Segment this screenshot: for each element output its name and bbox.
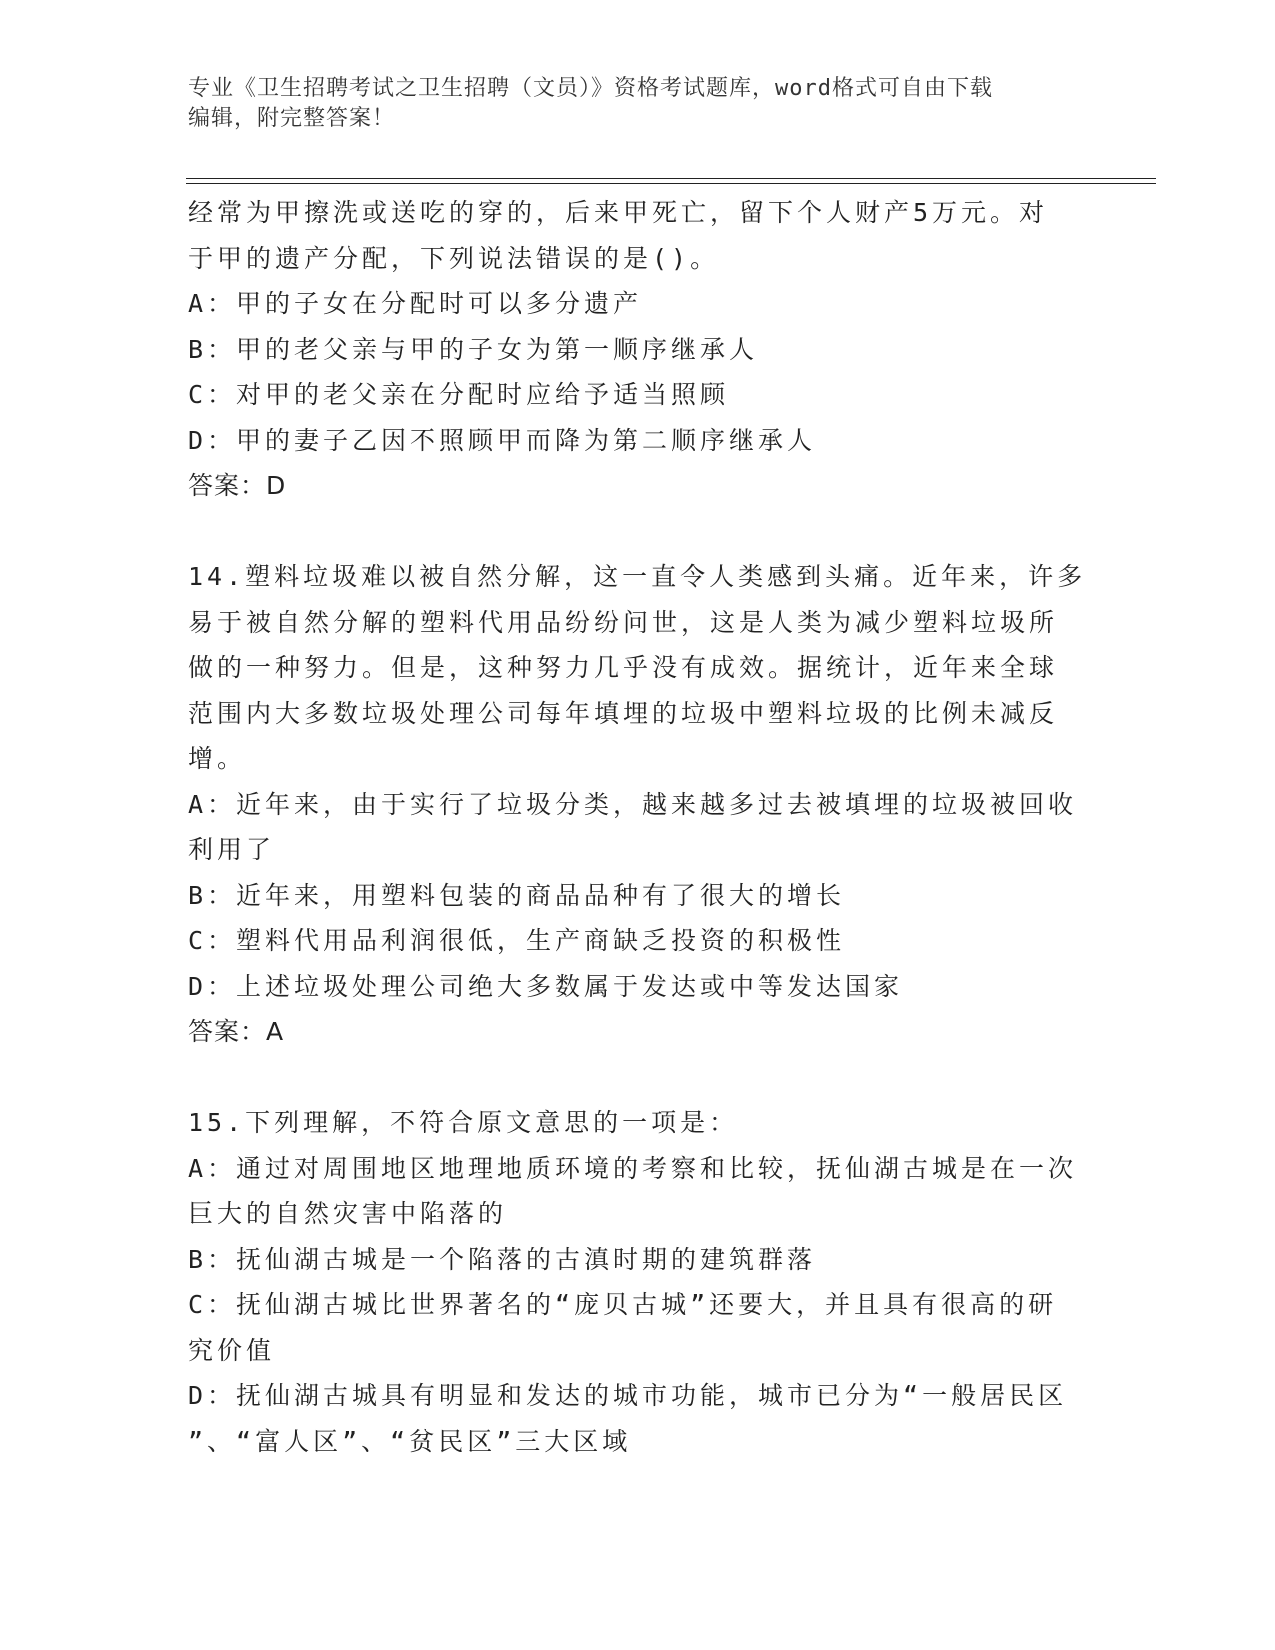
question-13-option-a: A：甲的子女在分配时可以多分遗产 [188,289,643,318]
document-header [188,74,1068,134]
question-14-stem-line-5: 增。 [188,744,247,773]
question-14-stem-line-2: 易于被自然分解的塑料代用品纷纷问世，这是人类为减少塑料垃圾所 [188,607,1059,637]
question-15-stem-line-1: 15.下列理解，不符合原文意思的一项是： [188,1108,739,1137]
question-14-answer: 答案：A [188,1017,285,1046]
question-13-option-d: D：甲的妻子乙因不照顾甲而降为第二顺序继承人 [188,425,817,455]
question-15-option-d-line-2: ”、“富人区”、“贫民区”三大区域 [188,1426,632,1456]
question-15-option-c-line-1: C：抚仙湖古城比世界著名的“庞贝古城”还要大，并且具有很高的研 [188,1290,1058,1319]
question-13-option-c: C：对甲的老父亲在分配时应给予适当照顾 [188,380,730,409]
header-line-1: 专业《卫生招聘考试之卫生招聘（文员）》资格考试题库，word格式可自由下载 [188,76,993,101]
document-body [188,190,1088,1464]
header-line-2: 编辑，附完整答案！ [188,106,396,131]
question-13-option-b: B：甲的老父亲与甲的子女为第一顺序继承人 [188,334,759,364]
question-14-option-d: D：上述垃圾处理公司绝大多数属于发达或中等发达国家 [188,971,904,1001]
question-15-option-b: B：抚仙湖古城是一个陷落的古滇时期的建筑群落 [188,1244,817,1274]
question-13-stem-line-1: 经常为甲擦洗或送吃的穿的，后来甲死亡，留下个人财产5万元。对 [188,198,1049,227]
question-15-option-d-line-1: D：抚仙湖古城具有明显和发达的城市功能，城市已分为“一般居民区 [188,1381,1068,1410]
question-14 [188,554,1088,1055]
question-13 [188,190,1088,509]
question-14-option-c: C：塑料代用品利润很低，生产商缺乏投资的积极性 [188,926,846,955]
question-13-answer: 答案：D [188,471,287,500]
question-13-stem-line-2: 于甲的遗产分配，下列说法错误的是()。 [188,243,720,273]
question-14-option-b: B：近年来，用塑料包装的商品品种有了很大的增长 [188,880,846,910]
question-14-stem-line-3: 做的一种努力。但是，这种努力几乎没有成效。据统计，近年来全球 [188,653,1059,682]
header-divider-top [186,178,1156,179]
question-15-option-a-line-1: A：通过对周围地区地理地质环境的考察和比较，抚仙湖古城是在一次 [188,1153,1078,1183]
question-14-stem-line-4: 范围内大多数垃圾处理公司每年填埋的垃圾中塑料垃圾的比例未减反 [188,698,1059,728]
spacer [188,1055,1088,1101]
question-14-option-a-line-1: A：近年来，由于实行了垃圾分类，越来越多过去被填埋的垃圾被回收 [188,789,1078,819]
question-15-option-a-line-2: 巨大的自然灾害中陷落的 [188,1199,508,1228]
question-15-option-c-line-2: 究价值 [188,1335,276,1365]
spacer [188,509,1088,555]
question-15 [188,1100,1088,1464]
header-divider-bottom [186,183,1156,184]
question-14-stem-line-1: 14.塑料垃圾难以被自然分解，这一直令人类感到头痛。近年来，许多 [188,562,1087,591]
question-14-option-a-line-2: 利用了 [188,835,276,864]
